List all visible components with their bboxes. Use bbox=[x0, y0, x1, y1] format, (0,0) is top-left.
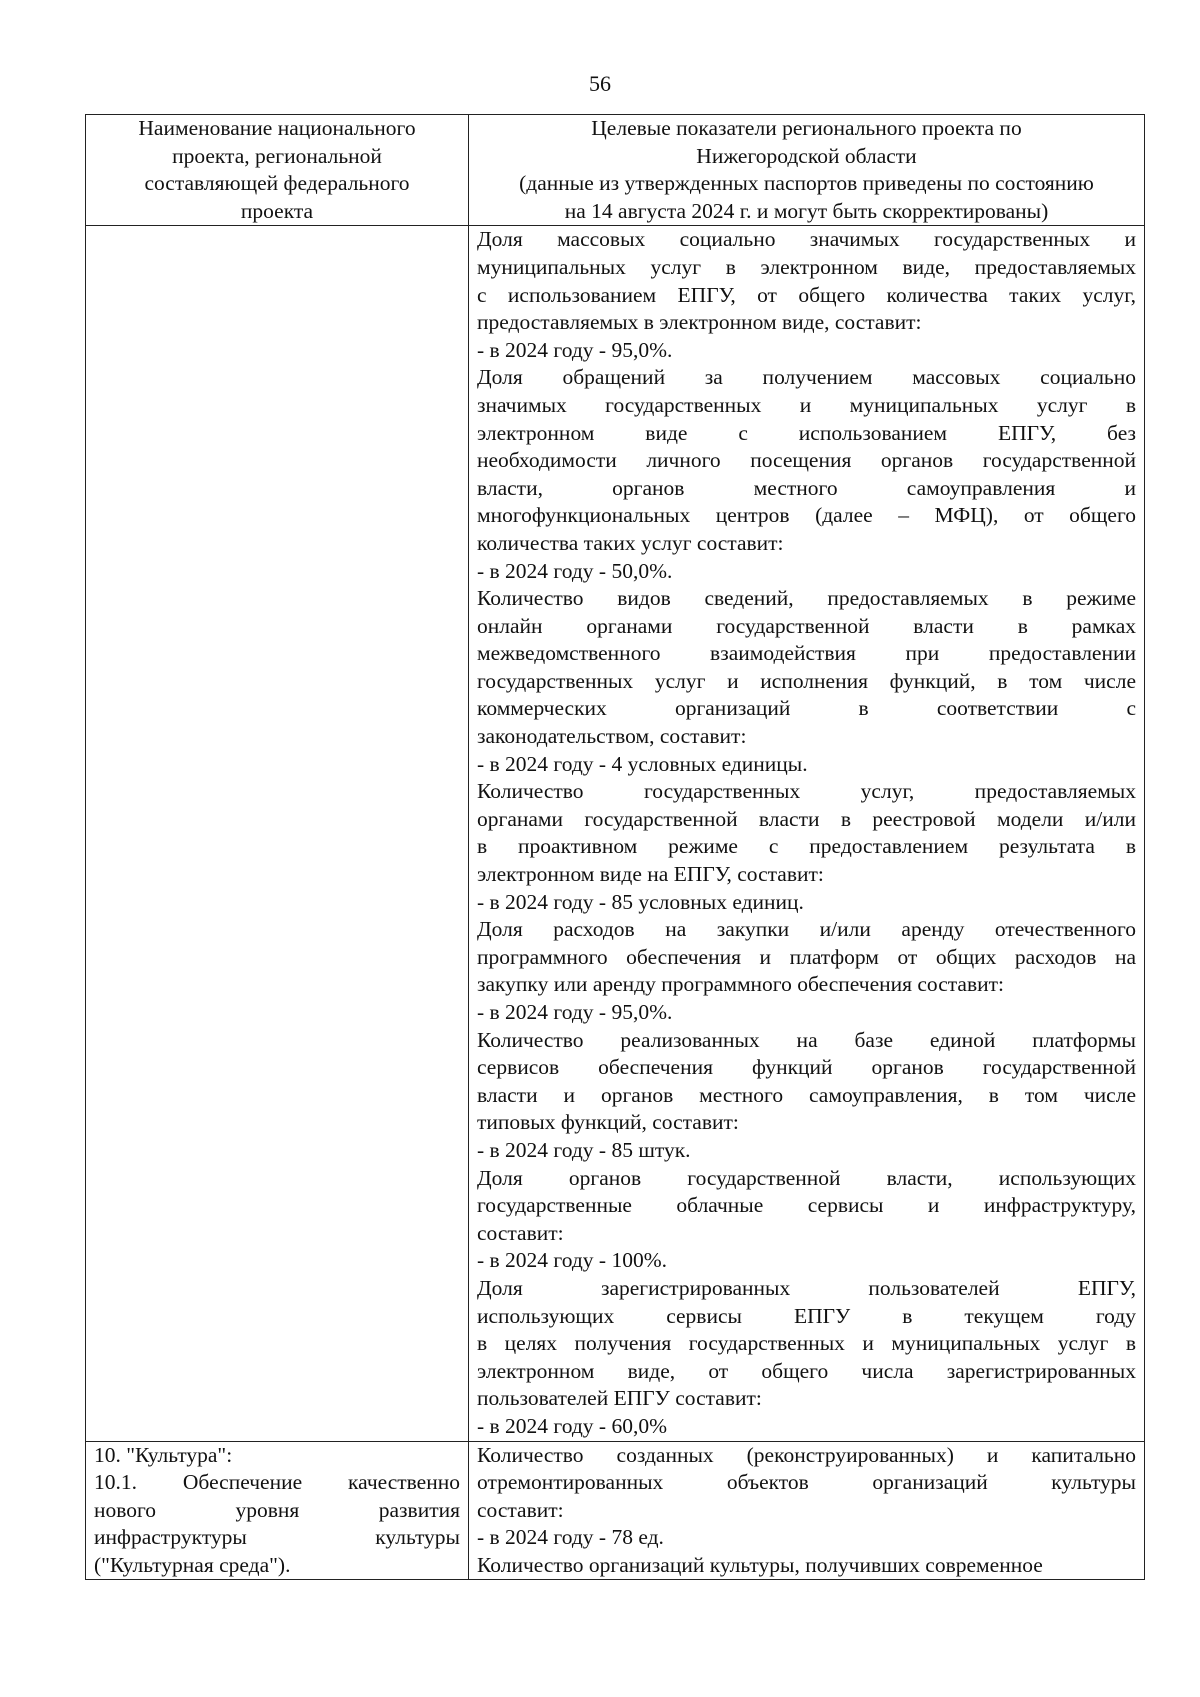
indicators-cell bbox=[469, 1441, 1145, 1580]
indicators-cell bbox=[469, 226, 1145, 1441]
indicator-text-line: Количество государственных услуг, предоставляемых bbox=[477, 779, 1136, 804]
indicator-text-line: электронном виде, от общего числа зарегистрированных bbox=[477, 1358, 1136, 1383]
header-line: Целевые показатели регионального проекта по bbox=[591, 116, 1022, 140]
indicator-text-line: отремонтированных объектов организаций культуры bbox=[477, 1470, 1136, 1495]
indicator-text-line: власти и органов местного самоуправления, в том числе bbox=[477, 1082, 1136, 1107]
header-line: проекта bbox=[240, 198, 314, 223]
indicators-table bbox=[85, 114, 1145, 1580]
indicator-block bbox=[477, 226, 1136, 364]
project-description-line: нового уровня развития bbox=[94, 1497, 460, 1522]
indicator-block bbox=[477, 778, 1136, 916]
indicator-text-line: Доля зарегистрированных пользователей ЕПГУ, bbox=[477, 1275, 1136, 1300]
indicator-value: - в 2024 году - 4 условных единицы. bbox=[477, 751, 808, 776]
indicator-text-line: Доля обращений за получением массовых социально bbox=[477, 365, 1136, 390]
indicator-value: - в 2024 году - 85 штук. bbox=[477, 1137, 691, 1162]
indicator-text-line: Количество организаций культуры, получивших современное bbox=[477, 1552, 1043, 1577]
header-line: составляющей федерального bbox=[144, 171, 410, 196]
indicator-value: - в 2024 году - 100%. bbox=[477, 1248, 667, 1273]
indicator-text-line: сервисов обеспечения функций органов государственной bbox=[477, 1055, 1136, 1080]
indicator-text-line: электронном виде на ЕПГУ, составит: bbox=[477, 862, 824, 887]
header-line: Нижегородской области bbox=[696, 143, 917, 168]
project-name-cell bbox=[86, 1441, 469, 1580]
indicator-text-line: Доля расходов на закупки и/или аренду отечественного bbox=[477, 917, 1136, 942]
indicator-text-line: значимых государственных и муниципальных услуг в bbox=[477, 392, 1136, 417]
indicator-text-line: многофункциональных центров (далее – МФЦ), от общего bbox=[477, 503, 1136, 528]
indicator-value: - в 2024 году - 95,0%. bbox=[477, 337, 673, 362]
indicator-text-line: коммерческих организаций в соответствии с bbox=[477, 696, 1136, 721]
indicator-value: - в 2024 году - 60,0% bbox=[477, 1413, 667, 1438]
indicator-value: - в 2024 году - 85 условных единиц. bbox=[477, 889, 804, 914]
indicator-text-line: использующих сервисы ЕПГУ в текущем году bbox=[477, 1303, 1136, 1328]
indicator-text-line: Количество созданных (реконструированных) и капитально bbox=[477, 1442, 1136, 1467]
indicator-text-line: законодательством, составит: bbox=[477, 724, 747, 749]
indicator-block bbox=[477, 585, 1136, 778]
indicator-text-line: власти, органов местного самоуправления и bbox=[477, 475, 1136, 500]
indicator-text-line: государственные облачные сервисы и инфраструктуру, bbox=[477, 1193, 1136, 1218]
indicator-text-line: Количество видов сведений, предоставляемых в режиме bbox=[477, 586, 1136, 611]
indicator-block bbox=[477, 1165, 1136, 1275]
indicator-text-line: муниципальных услуг в электронном виде, предоставляемых bbox=[477, 254, 1136, 279]
indicator-text-line: Доля органов государственной власти, использующих bbox=[477, 1165, 1136, 1190]
indicator-text-line: с использованием ЕПГУ, от общего количества таких услуг, bbox=[477, 282, 1136, 307]
indicator-text-line: предоставляемых в электронном виде, составит: bbox=[477, 310, 922, 335]
indicator-text-line: Количество реализованных на базе единой платформы bbox=[477, 1027, 1136, 1052]
project-heading: 10. "Культура": bbox=[94, 1442, 233, 1467]
header-national-project bbox=[86, 115, 469, 226]
page-number: 56 bbox=[589, 71, 611, 96]
indicator-text-line: типовых функций, составит: bbox=[477, 1110, 739, 1135]
indicator-text-line: составит: bbox=[477, 1220, 564, 1245]
indicator-text-line: органами государственной власти в реестровой модели и/или bbox=[477, 806, 1136, 831]
indicator-value: - в 2024 году - 50,0%. bbox=[477, 558, 673, 583]
indicator-text-line: пользователей ЕПГУ составит: bbox=[477, 1386, 762, 1411]
indicator-text-line: закупку или аренду программного обеспечения составит: bbox=[477, 972, 1004, 997]
indicator-block bbox=[477, 1027, 1136, 1165]
indicator-text-line: электронном виде с использованием ЕПГУ, без bbox=[477, 420, 1136, 445]
indicator-value: - в 2024 году - 78 ед. bbox=[477, 1525, 664, 1550]
indicator-text-line: межведомственного взаимодействия при предоставлении bbox=[477, 641, 1136, 666]
table-header-row bbox=[86, 115, 1145, 226]
project-description-line: ("Культурная среда"). bbox=[94, 1552, 291, 1577]
table-row bbox=[86, 1441, 1145, 1580]
project-description-line: инфраструктуры культуры bbox=[94, 1525, 460, 1550]
indicator-block bbox=[477, 364, 1136, 585]
table-row bbox=[86, 226, 1145, 1441]
header-line: проекта, региональной bbox=[172, 143, 382, 168]
indicator-value: - в 2024 году - 95,0%. bbox=[477, 1000, 673, 1024]
indicator-text-line: онлайн органами государственной власти в рамках bbox=[477, 613, 1136, 638]
indicator-block bbox=[477, 1275, 1136, 1441]
indicator-text-line: составит: bbox=[477, 1497, 564, 1522]
indicator-text-line: в целях получения государственных и муниципальных услуг в bbox=[477, 1331, 1136, 1356]
header-line: (данные из утвержденных паспортов приведены по состоянию bbox=[519, 171, 1094, 196]
indicator-text-line: Доля массовых социально значимых государственных и bbox=[477, 227, 1136, 252]
project-description-line: 10.1. Обеспечение качественно bbox=[94, 1470, 460, 1495]
indicator-text-line: государственных услуг и исполнения функций, в том числе bbox=[477, 668, 1136, 693]
indicator-text-line: программного обеспечения и платформ от общих расходов на bbox=[477, 944, 1136, 969]
indicator-block bbox=[477, 916, 1136, 1026]
indicator-block bbox=[477, 1442, 1136, 1552]
indicator-text-line: количества таких услуг составит: bbox=[477, 530, 784, 555]
header-target-indicators bbox=[469, 115, 1145, 226]
header-line: Наименование национального bbox=[138, 116, 416, 140]
project-name-cell bbox=[86, 226, 469, 1441]
indicator-text-line: необходимости личного посещения органов государственной bbox=[477, 448, 1136, 473]
indicator-text-line: в проактивном режиме с предоставлением результата в bbox=[477, 834, 1136, 859]
header-line: на 14 августа 2024 г. и могут быть скорректированы) bbox=[564, 198, 1049, 223]
